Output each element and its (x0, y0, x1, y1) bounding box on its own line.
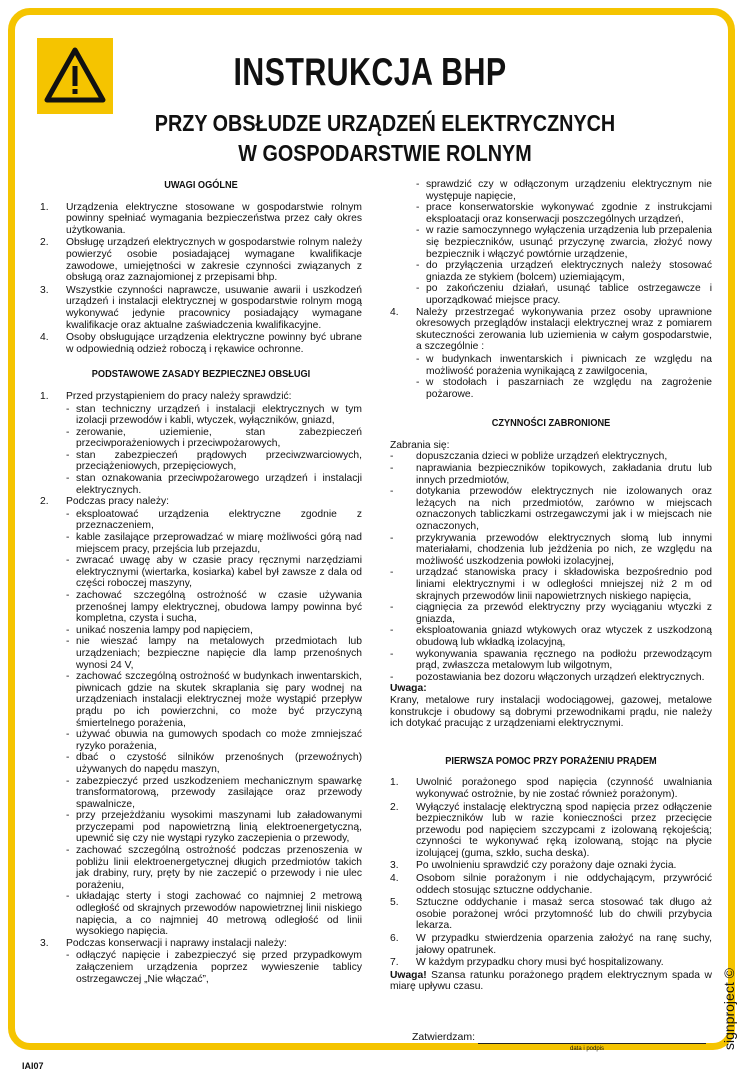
warning-sign (37, 38, 113, 114)
note-label: Uwaga: (390, 683, 427, 695)
sub-item: - nie wieszać lampy na metalowych przedmiotach lub urządzeniach; bezpieczne napięcie dla lamp przenośnych wynosi 24 V, (66, 636, 362, 671)
list-item: - pozostawiania bez dozoru włączonych urządzeń elektrycznych. (390, 671, 705, 683)
list-item: 3. Po uwolnieniu sprawdzić czy porażony daje oznaki życia. (390, 860, 677, 872)
note-label: Uwaga! (390, 969, 427, 981)
document-code: IAI07 (22, 1061, 44, 1071)
section-heading-uwagi: UWAGI OGÓLNE (164, 180, 238, 191)
sub-item: - układając sterty i stogi zachować co najmniej 2 metrową odległość od skrajnych przewodów napowietrznej linii niskiego napięcia, a co najmniej 40 metrową odległość od linii wysokiego napięcia. (66, 891, 362, 938)
sub-item: - w budynkach inwentarskich i piwnicach ze względu na możliwość porażenia wynikającą z zawilgocenia, (416, 353, 712, 377)
subtitle-line-1: PRZY OBSŁUDZE URZĄDZEŃ ELEKTRYCZNYCH (154, 110, 616, 136)
zasady-list-continued (390, 179, 712, 400)
list-item: - przykrywania przewodów elektrycznych słomą lub innymi materiałami, chodzenia lub jeżdżenia po nich, ze względu na możliwość uszkodzenia powłoki izolacyjnej, (390, 532, 712, 567)
sub-item: - zwracać uwagę aby w czasie pracy ręcznymi narzędziami elektrycznymi (wiertarka, kosiarka) kabel był zawsze z dala od części roboczej maszyny, (66, 555, 362, 590)
signature-line (478, 1043, 706, 1044)
left-column (40, 180, 362, 985)
sub-item: - prace konserwatorskie wykonywać zgodnie z instrukcjami eksploatacji oraz konserwacji poszczególnych urządzeń, (416, 202, 712, 225)
list-item: - dopuszczania dzieci w pobliże urządzeń elektrycznych, (390, 451, 668, 463)
right-column (390, 179, 712, 993)
section-heading-zasady: PODSTAWOWE ZASADY BEZPIECZNEJ OBSŁUGI (91, 369, 311, 381)
list-item: 2. Obsługę urządzeń elektrycznych w gospodarstwie rolnym należy powierzyć osobie posiadającej wymagane kwalifikacje zawodowe, umiejętności w zakresie czynności związanych z obsługą oraz zaznajomionej z przepisami bhp. (40, 237, 362, 284)
list-item: - urządzać stanowiska pracy i składowiska bezpośrednio pod liniami elektrycznymi i w odległości mniejszej niż 2 m od skrajnych przewodów linii napowietrznych niskiego napięcia, (390, 567, 712, 602)
list-item: - eksploatowania gniazd wtykowych oraz wtyczek z uszkodzoną obudową lub wkładką izolacyjną, (390, 625, 712, 648)
note-text: Szansa ratunku porażonego prądem elektrycznym spada w miarę upływu czasu. (390, 969, 712, 993)
sub-item: - w stodołach i paszarniach ze względu na zagrożenie pożarowe. (416, 377, 712, 400)
page-title: INSTRUKCJA BHP (233, 51, 507, 94)
pomoc-list (390, 777, 712, 993)
list-item: - naprawiania bezpieczników topikowych, zakładania drutu lub innych przedmiotów, (390, 463, 712, 486)
list-item: 7. W każdym przypadku chory musi być hospitalizowany. (390, 957, 664, 969)
list-item: - dotykania przewodów elektrycznych nie izolowanych oraz leżących na nich przedmiotów, zarówno w miejscach oznaczonych tabliczkami ostrzegawczymi jak i w miejscach nie oznaczonych, (390, 486, 712, 533)
sub-item: - zerowanie, uziemienie, stan zabezpieczeń przeciwporażeniowych i przeciwpożarowych, (66, 426, 362, 450)
sub-item: - stan oznakowania przeciwpożarowego urządzeń i instalacji elektrycznych. (66, 473, 362, 496)
sub-item: - w razie samoczynnego wyłączenia urządzenia lub przepalenia się bezpieczników, usunąć przyczynę zwarcia, złożyć nowy bezpiecznik i włączyć powtórnie urządzenie, (416, 225, 712, 260)
approve-label: Zatwierdzam: (412, 1031, 476, 1043)
warning-triangle-icon (37, 38, 113, 114)
sub-item: - do przyłączenia urządzeń elektrycznych należy stosować gniazda ze stykiem (bolcem) uziemiającym, (416, 260, 712, 283)
sub-item: - zachować szczególną ostrożność podczas przenoszenia w pobliżu linii elektroenergetycznej długich przedmiotów takich jak drabiny, rury, pręty by nie zaczepić o przewody i nie ulec porażeniu, (66, 845, 362, 891)
list-item: 6. W przypadku stwierdzenia oparzenia założyć na ranę suchy, jałowy opatrunek. (390, 933, 712, 956)
sub-item: - dbać o czystość silników przenośnych (przewoźnych) używanych do napędu maszyn, (66, 752, 362, 775)
list-item: 4. Osobom silnie porażonym i nie oddychającym, przywrócić oddech stosując sztuczne oddychanie. (390, 873, 712, 896)
list-item: 3. Wszystkie czynności naprawcze, usuwanie awarii i uszkodzeń urządzeń i instalacji elektrycznej w gospodarstwie rolnym mogą wykonywać jedynie pracownicy posiadający wymagane kwalifikacje oraz aktualne zaświadczenia kwalifikacyjne. (40, 284, 362, 331)
page-subtitle (140, 108, 630, 168)
list-item: 2. Wyłączyć instalację elektryczną spod napięcia przez odłączenie bezpieczników lub w razie konieczności przez przecięcie przewodu pod napięciem szczypcami z izolowaną rękojeścią; czynności te wykonywać ręką izolowaną, stojąc na płycie izolującej (guma, szkło, sucha deska). (390, 801, 712, 859)
signature-caption: data i podpis (570, 1046, 605, 1052)
list-item: 5. Sztuczne oddychanie i masaż serca stosować tak długo aż osobie porażonej wróci przytomność lub do chwili przybycia lekarza. (390, 897, 712, 932)
list-item: 1. Uwolnić porażonego spod napięcia (czynność uwalniania wykonywać ostrożnie, by nie zostać również porażonym). (390, 777, 712, 800)
section-heading-pomoc: PIERWSZA POMOC PRZY PORAŻENIU PRĄDEM (445, 755, 657, 767)
list-item: 2. Podczas pracy należy: (40, 496, 170, 508)
list-item: - wykonywania spawania ręcznego na podłożu przewodzącym prąd, zwłaszcza metalowym lub wilgotnym, (390, 648, 712, 672)
list-item: 1. Urządzenia elektryczne stosowane w gospodarstwie rolnym powinny spełniać wymagania bezpieczeństwa przez cały okres użytkowania. (40, 201, 362, 236)
list-item: 4. Należy przestrzegać wykonywania przez osoby uprawnione okresowych przeglądów instalacji elektrycznej wraz z pomiarem skuteczności zerowania lub uziemienia w całym gospodarstwie, a szczególnie : (390, 306, 712, 353)
sub-item: - zachować szczególną ostrożność w budynkach inwentarskich, piwnicach gdzie na skutek skraplania się pary wodnej na urządzeniach instalacji elektrycznej może wystąpić przepływ prądu po ich powierzchni, co może być przyczyną śmiertelnego porażenia, (66, 671, 362, 729)
zabronione-list (390, 440, 712, 730)
sub-item: - unikać noszenia lampy pod napięciem, (66, 624, 253, 636)
zasady-list (40, 391, 362, 985)
uwagi-list (40, 202, 362, 356)
section-heading-zabronione: CZYNNOŚCI ZABRONIONE (491, 418, 611, 430)
sub-item: - zabezpieczyć przed uszkodzeniem mechanicznym spawarkę transformatorową, przewody zasilające oraz przewody spawalnicze, (66, 775, 362, 810)
sub-item: - używać obuwia na gumowych spodach co może zmniejszać ryzyko porażenia, (66, 729, 362, 752)
brand-mark: signproject © (721, 968, 737, 1050)
list-item: 3. Podczas konserwacji i naprawy instalacji należy: (40, 937, 287, 949)
sub-item: - stan zabezpieczeń prądowych przeciwzwarciowych, przeciążeniowych, przepięciowych, (66, 449, 362, 473)
sub-item: - przy przejeżdżaniu wysokimi maszynami lub załadowanymi przyczepami pod napowietrzną linią elektroenergetyczną, upewnić się czy nie wystąpi ryzyko zaczepienia o przewody, (66, 810, 362, 845)
zabronione-intro: Zabrania się: (390, 439, 450, 451)
sub-item: - kable zasilające przeprowadzać w miarę możliwości górą nad miejscem pracy, przejścia lub przejazdu, (66, 532, 362, 555)
note-text: Krany, metalowe rury instalacji wodociągowej, gazowej, metalowe konstrukcje i obudowy są dobrymi przewodnikami prądu, nie należy ich dotykać pracując z urządzeniami elektrycznymi. (390, 694, 712, 730)
list-item: - ciągnięcia za przewód elektryczny przy wyciąganiu wtyczki z gniazda, (390, 602, 712, 625)
sub-item: - eksploatować urządzenia elektryczne zgodnie z przeznaczeniem, (66, 508, 362, 532)
sub-item: - po zakończeniu działań, usunąć tablice ostrzegawcze i uporządkować miejsce pracy. (416, 283, 712, 306)
sub-item: - sprawdzić czy w odłączonym urządzeniu elektrycznym nie występuje napięcie, (416, 179, 712, 202)
sub-item: - zachować szczególną ostrożność w czasie używania przenośnej lampy elektrycznej, obudowa lampy powinna być kompletna, czysta i sucha, (66, 590, 362, 625)
sub-item: - stan techniczny urządzeń i instalacji elektrycznych w tym izolacji przewodów i kabli, wtyczek, wyłączników, gniazd, (66, 403, 362, 427)
subtitle-line-2: W GOSPODARSTWIE ROLNYM (238, 140, 532, 166)
sub-item: - odłączyć napięcie i zabezpieczyć się przed przypadkowym załączeniem urządzenia poprzez wywieszenie tablicy ostrzegawczej „Nie włączać”, (66, 950, 362, 985)
list-item: 1. Przed przystąpieniem do pracy należy sprawdzić: (40, 390, 292, 402)
pomoc-note (390, 970, 712, 993)
list-item: 4. Osoby obsługujące urządzenia elektryczne powinny być ubrane w odpowiednią odzież roboczą i rękawice ochronne. (40, 332, 362, 355)
